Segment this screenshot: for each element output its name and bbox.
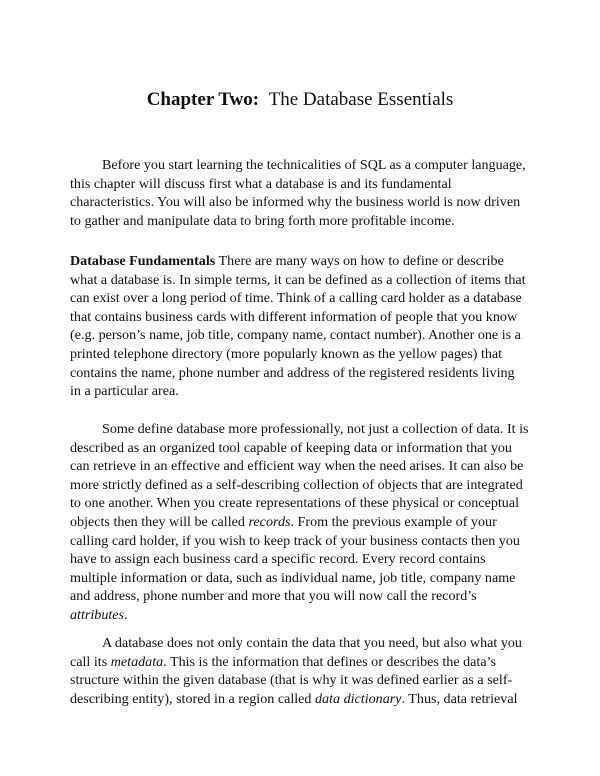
section-heading: Database Fundamentals (70, 253, 216, 269)
chapter-label: Chapter Two: (146, 89, 260, 110)
term-data-dictionary: data dictionary (315, 690, 402, 707)
definition-paragraph: Some define database more professionally, not just a collection of data. It is described as an organized tool capable of keeping data or information that you can retrieve in an effective and efficient way when the need arises. It can also be more strictly defined as a self-describing collection of objects that are integrated to one another. When you create representations of these physical or conceptual objects then they will be called records. From the previous example of your calling card holder, if you wish to keep track of your business contacts then you have to assign each business card a specific record. Every record contains multiple information or data, such as individual name, job title, company name and address, phone number and more that you will now call the record’s attributes. (70, 421, 529, 623)
chapter-name: The Database Essentials (268, 89, 454, 110)
intro-paragraph: Before you start learning the technicalities of SQL as a computer language, this chapter will discuss first what a database is and its fundamental characteristics. You will also be informed why the business world is now driven to gather and manipulate data to bring forth more profitable income. (70, 157, 526, 229)
term-metadata: metadata (110, 653, 164, 670)
metadata-paragraph: A database does not only contain the data that you need, but also what you call its metadata. This is the information that defines or describes the data’s structure within the given database (that is why it was defined earlier as a self- describing entity), stored in a region called data dictionary. Thus, data retrieval (70, 635, 522, 707)
chapter-title (0, 88, 600, 112)
fundamentals-paragraph: Database Fundamentals There are many ways on how to define or describe what a database is. In simple terms, it can be defined as a collection of items that can exist over a long period of time. Think of a calling card holder as a database that contains business cards with different information of people that you know (e.g. person’s name, job title, company name, contact number). Another one is a printed telephone directory (more popularly known as the yellow pages) that contains the name, phone number and address of the registered residents living in a particular area. (70, 253, 526, 400)
term-records: records (248, 513, 291, 530)
term-attributes: attributes (70, 606, 125, 623)
